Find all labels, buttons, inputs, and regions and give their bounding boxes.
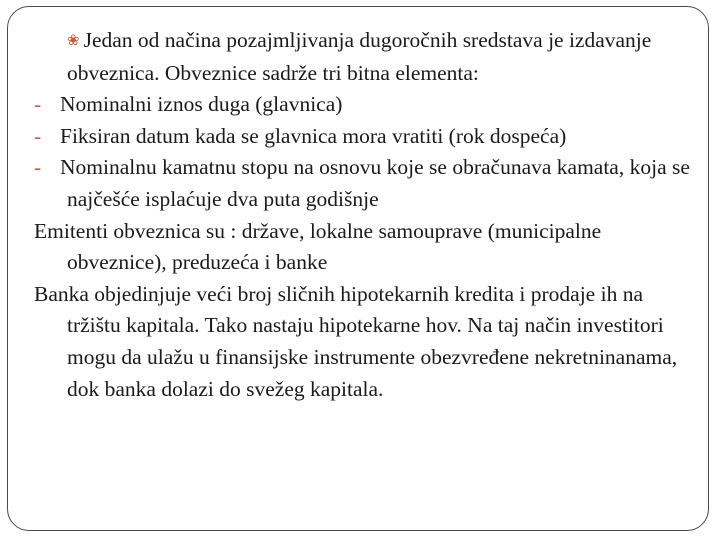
dash-marker: - bbox=[34, 123, 42, 148]
slide-frame bbox=[7, 6, 709, 531]
intro-text: Jedan od načina pozajmljivanja dugoročnih sredstava je izdavanje obveznica. Obveznice sadrže tri bitna elementa: bbox=[67, 28, 652, 85]
dash-marker: - bbox=[34, 155, 42, 180]
bank-paragraph bbox=[34, 279, 701, 405]
list-item bbox=[34, 121, 701, 153]
list-item bbox=[34, 89, 701, 121]
slide-content bbox=[34, 25, 701, 405]
list-item-text: Nominalnu kamatnu stopu na osnovu koje se obračunava kamata, koja se najčešće isplaćuje dva puta godišnje bbox=[60, 155, 690, 211]
list-item-text: Fiksiran datum kada se glavnica mora vratiti (rok dospeća) bbox=[60, 123, 567, 148]
intro-paragraph bbox=[41, 25, 701, 89]
issuers-paragraph bbox=[34, 216, 701, 279]
feather-bullet-icon: ❀ bbox=[67, 33, 80, 49]
dash-marker: - bbox=[34, 92, 42, 117]
list-item bbox=[34, 152, 701, 215]
issuers-text: Emitenti obveznica su : države, lokalne samouprave (municipalne obveznice), preduzeća i banke bbox=[34, 218, 602, 275]
list-item-text: Nominalni iznos duga (glavnica) bbox=[60, 92, 343, 117]
bank-text: Banka objedinjuje veći broj sličnih hipotekarnih kredita i prodaje ih na tržištu kapitala. Tako nastaju hipotekarne hov. Na taj način investitori mogu da ulažu u finansijske instrumente obezvređene nekretninanama, dok banka dolazi do svežeg kapitala. bbox=[34, 281, 678, 401]
